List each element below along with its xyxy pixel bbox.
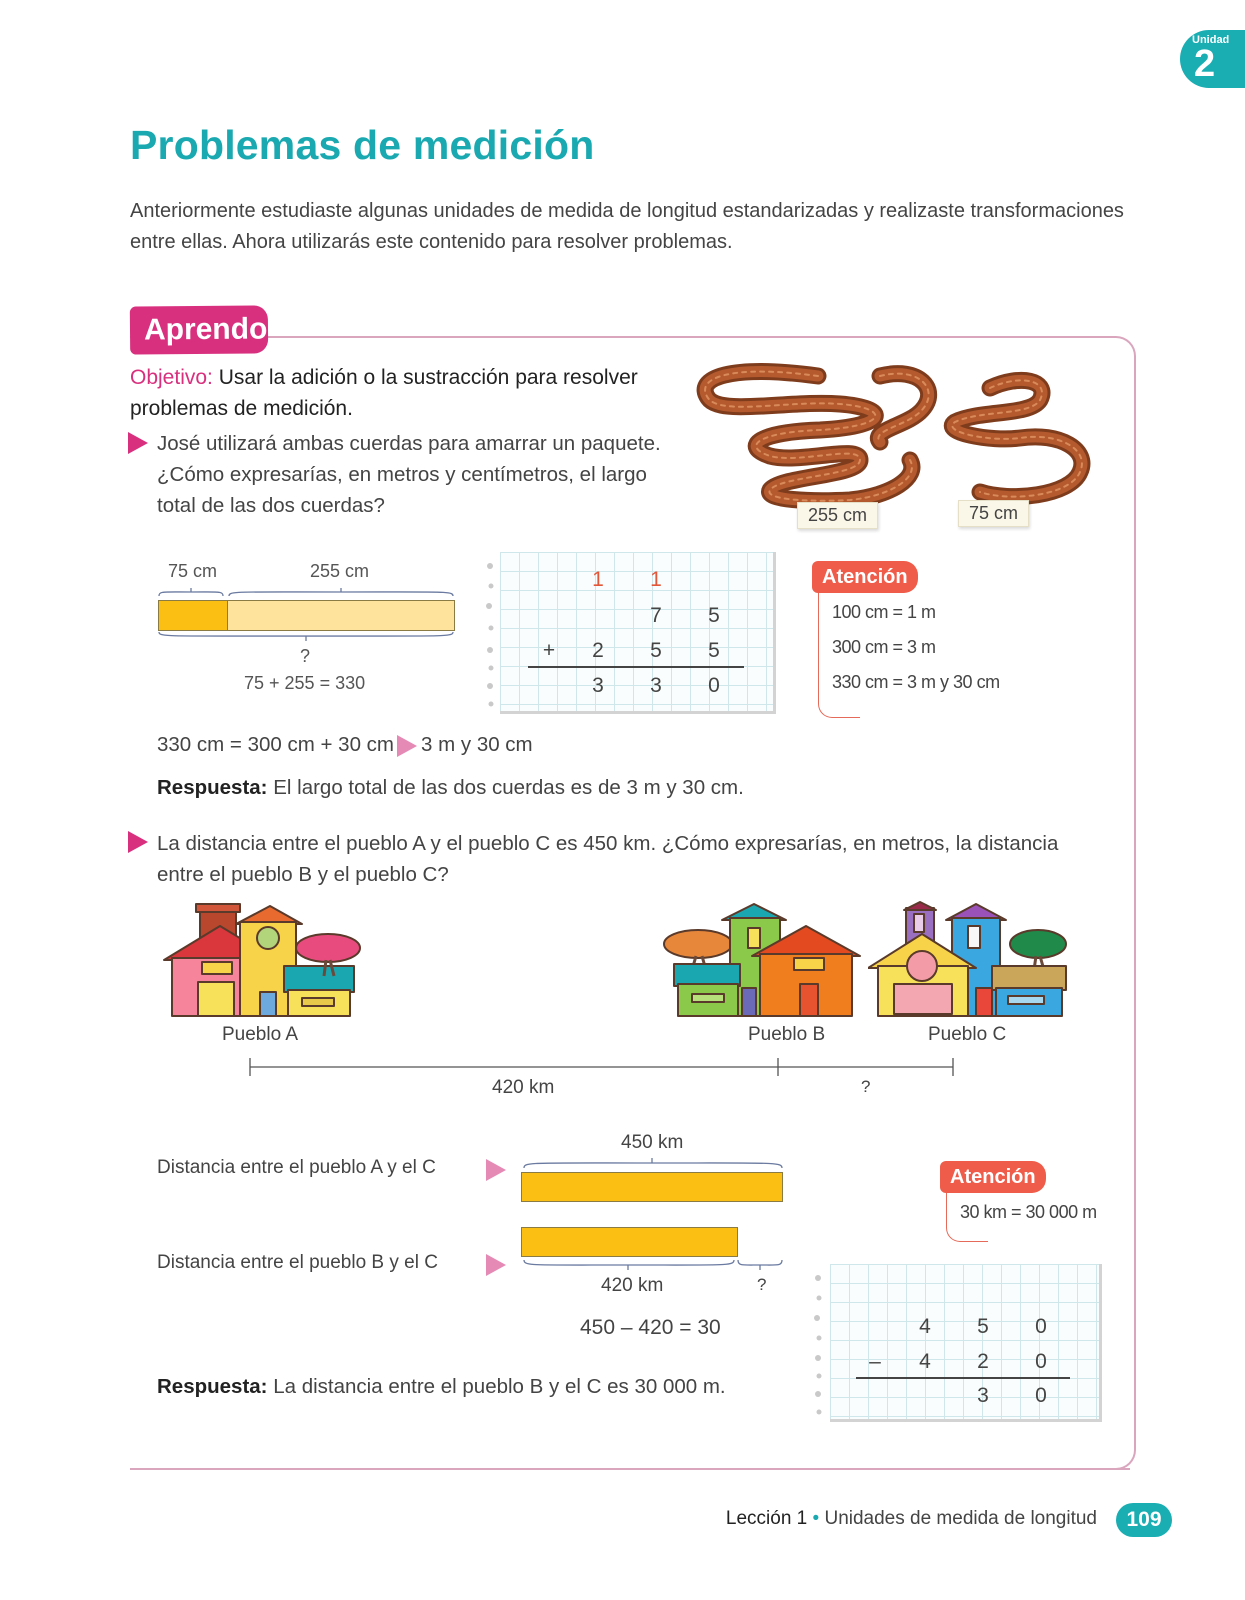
attention-tag: Atención — [812, 561, 918, 593]
arrow-triangle-icon — [486, 1159, 506, 1181]
attention-tag: Atención — [940, 1161, 1046, 1193]
town-b-illustration — [660, 900, 865, 1020]
section-bottom-rule — [130, 1468, 1130, 1470]
attention-line: 330 cm = 3 m y 30 cm — [832, 672, 1000, 692]
calc-digit: 5 — [977, 1315, 989, 1338]
answer-label: Respuesta: — [157, 776, 268, 799]
bar-75 — [158, 600, 228, 631]
answer-text: El largo total de las dos cuerdas es de 3 m y 30 cm. — [273, 776, 744, 799]
calc-digit: 5 — [708, 604, 720, 627]
bar-label-255: 255 cm — [310, 561, 370, 581]
answer-label: Respuesta: — [157, 1375, 268, 1398]
attention-line: 30 km = 30 000 m — [960, 1202, 1097, 1222]
subtraction-grid — [830, 1264, 1102, 1422]
bar-question: ? — [300, 646, 311, 666]
answer-text: La distancia entre el pueblo B y el C es 30 000 m. — [273, 1375, 726, 1398]
calc-digit: 0 — [1035, 1350, 1047, 1373]
bullet-triangle-icon — [128, 831, 148, 853]
calc-digit: 4 — [919, 1315, 931, 1338]
town-label-b: Pueblo B — [748, 1024, 826, 1045]
arrow-triangle-icon — [397, 735, 417, 757]
line-label-bc: ? — [861, 1077, 871, 1096]
bar-equation: 75 + 255 = 330 — [244, 673, 366, 693]
objective-text: Usar la adición o la sustracción para resolver problemas de medición. — [130, 366, 638, 420]
ropes-illustration — [690, 360, 1120, 510]
objective — [130, 362, 690, 424]
bullet-triangle-icon — [128, 432, 148, 454]
aprendo-tag: Aprendo — [130, 305, 268, 354]
footer-separator: • — [812, 1508, 820, 1529]
intro-paragraph: Anteriormente estudiaste algunas unidades de medida de longitud estandarizadas y realizaste transformaciones entre ellas. Ahora utilizarás este contenido para resolver problemas. — [130, 200, 1124, 253]
row2-label: Distancia entre el pueblo B y el C — [157, 1252, 438, 1273]
calc-digit: 5 — [708, 639, 720, 662]
spiral-binding-icon — [810, 1268, 828, 1420]
calc-operator: – — [869, 1350, 881, 1373]
calc-result-digit: 3 — [592, 674, 604, 697]
footer-lesson: Lección 1 — [725, 1508, 808, 1529]
calc-rule — [528, 666, 744, 668]
town-label-c: Pueblo C — [928, 1024, 1007, 1045]
bar2-question: ? — [757, 1275, 767, 1294]
subtraction-equation: 450 – 420 = 30 — [580, 1316, 721, 1339]
objective-label: Objetivo: — [130, 366, 213, 389]
calc-digit: 4 — [919, 1350, 931, 1373]
footer-topic: Unidades de medida de longitud — [824, 1508, 1097, 1529]
unit-label: Unidad — [1192, 34, 1230, 46]
problem1-text: José utilizará ambas cuerdas para amarrar un paquete. ¿Cómo expresarías, en metros y centímetros, el largo total de las dos cuerdas? — [157, 432, 661, 517]
calc-operator: + — [542, 639, 556, 662]
town-label-a: Pueblo A — [222, 1024, 299, 1045]
conversion-equation: 330 cm = 300 cm + 30 cm — [157, 733, 395, 756]
spiral-binding-icon — [482, 556, 500, 712]
rope2-label: 75 cm — [958, 500, 1029, 527]
calc-result-digit: 0 — [708, 674, 720, 697]
bar1-label: 450 km — [621, 1132, 684, 1153]
calc-result-digit: 0 — [1035, 1384, 1047, 1407]
carry-digit: 1 — [592, 568, 604, 591]
attention-line: 300 cm = 3 m — [832, 637, 936, 657]
calc-digit: 2 — [977, 1350, 989, 1373]
rope1-label: 255 cm — [797, 502, 878, 529]
answer-2 — [157, 1375, 726, 1399]
conversion-result: 3 m y 30 cm — [421, 733, 533, 756]
row1-label: Distancia entre el pueblo A y el C — [157, 1157, 436, 1178]
page-title: Problemas de medición — [130, 122, 595, 168]
calc-rule — [856, 1377, 1070, 1379]
bar2-label: 420 km — [601, 1275, 664, 1296]
calc-result-digit: 3 — [977, 1384, 989, 1407]
unit-number: 2 — [1194, 43, 1216, 85]
bar-label-75: 75 cm — [168, 561, 218, 581]
addition-grid — [500, 552, 776, 714]
calc-digit: 7 — [650, 604, 662, 627]
bar-255 — [227, 600, 455, 631]
town-c-illustration — [868, 900, 1073, 1020]
distance-line — [240, 1055, 965, 1079]
calc-digit: 2 — [592, 639, 604, 662]
line-label-ab: 420 km — [492, 1077, 555, 1098]
attention-line: 100 cm = 1 m — [832, 602, 936, 622]
calc-result-digit: 3 — [650, 674, 662, 697]
calc-digit: 5 — [650, 639, 662, 662]
bar-420 — [521, 1227, 738, 1257]
carry-digit: 1 — [650, 568, 662, 591]
unit-badge — [1180, 30, 1245, 88]
problem2-text: La distancia entre el pueblo A y el pueblo C es 450 km. ¿Cómo expresarías, en metros, la distancia entre el pueblo B y el pueblo C? — [157, 832, 1059, 886]
footer — [726, 1508, 1097, 1530]
calc-digit: 0 — [1035, 1315, 1047, 1338]
page-number: 109 — [1116, 1503, 1172, 1537]
bar-450 — [521, 1172, 783, 1202]
answer-1 — [157, 776, 744, 800]
town-a-illustration — [160, 900, 365, 1020]
arrow-triangle-icon — [486, 1254, 506, 1276]
